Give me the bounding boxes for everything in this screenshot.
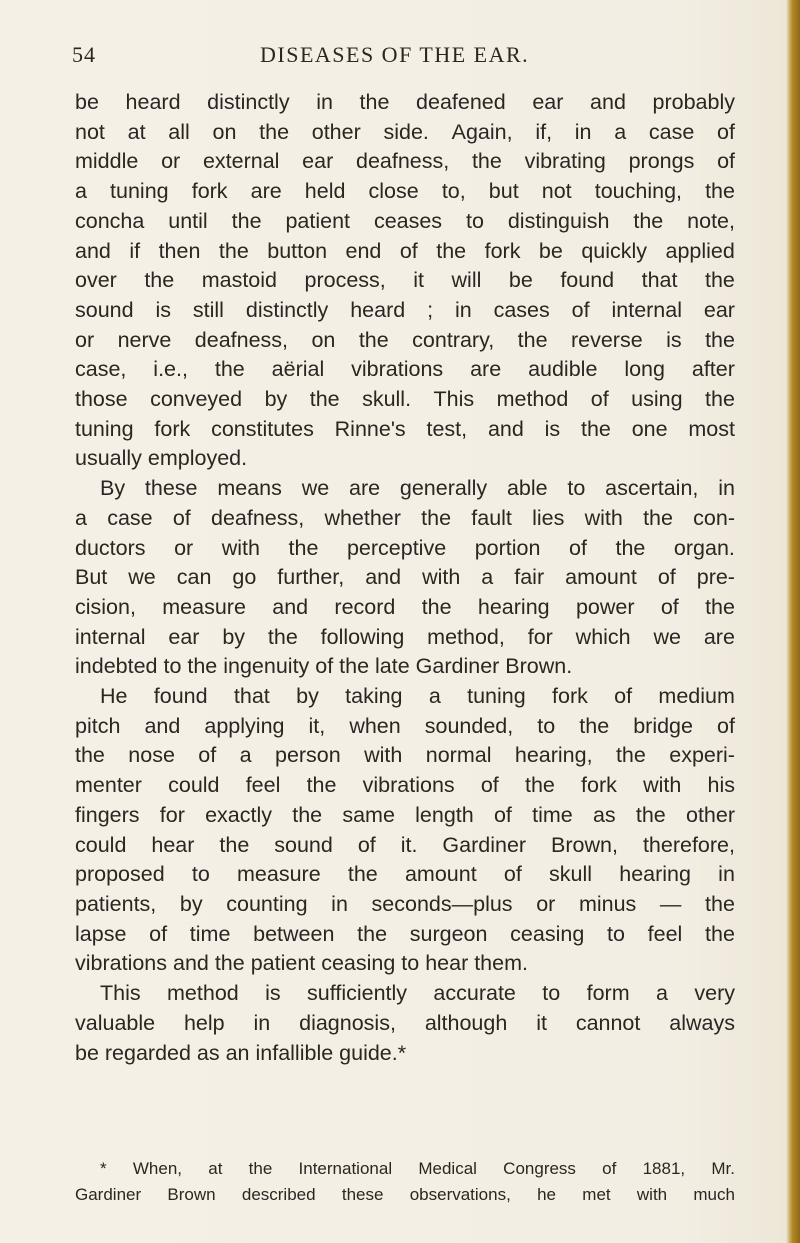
text-line: indebted to the ingenuity of the late Gardiner Brown. xyxy=(75,654,573,679)
text-line: pitch and applying it, when sounded, to the bridge of xyxy=(75,713,735,738)
text-line: case, i.e., the aërial vibrations are audible long after xyxy=(75,357,735,382)
text-line: ductors or with the perceptive portion of the organ. xyxy=(75,535,735,560)
text-line: fingers for exactly the same length of time as the other xyxy=(75,802,735,827)
text-line: be heard distinctly in the deafened ear and probably xyxy=(75,90,735,114)
text-line: proposed to measure the amount of skull hearing in xyxy=(75,862,735,887)
text-line: internal ear by the following method, for which we are xyxy=(75,624,735,649)
text-line: lapse of time between the surgeon ceasing to feel the xyxy=(75,921,735,946)
text-line: By these means we are generally able to ascertain, in xyxy=(100,476,735,501)
text-line: the nose of a person with normal hearing, the experi- xyxy=(75,743,735,768)
text-line: or nerve deafness, on the contrary, the reverse is the xyxy=(75,327,735,352)
text-line: middle or external ear deafness, the vibrating prongs of xyxy=(75,149,735,174)
text-line: those conveyed by the skull. This method of using the xyxy=(75,387,735,412)
text-line: tuning fork constitutes Rinne's test, and is the one most xyxy=(75,416,735,441)
chapter-title: DISEASES OF THE EAR. xyxy=(260,42,530,67)
text-line: a case of deafness, whether the fault lies with the con- xyxy=(75,505,735,530)
footnote xyxy=(75,1156,735,1208)
text-line: could hear the sound of it. Gardiner Brown, therefore, xyxy=(75,832,735,857)
running-head xyxy=(72,42,742,72)
page-edge-binding xyxy=(786,0,800,1243)
text-line: This method is sufficiently accurate to form a very xyxy=(100,981,735,1006)
text-line: valuable help in diagnosis, although it cannot always xyxy=(75,1010,735,1035)
text-line: and if then the button end of the fork be quickly applied xyxy=(75,238,735,263)
page-number: 54 xyxy=(72,42,96,67)
text-line: patients, by counting in seconds—plus or minus — the xyxy=(75,891,735,916)
footnote-line: * When, at the International Medical Congress of 1881, Mr. xyxy=(100,1159,735,1178)
text-line: usually employed. xyxy=(75,446,248,471)
text-line: concha until the patient ceases to distinguish the note, xyxy=(75,208,735,233)
text-line: But we can go further, and with a fair amount of pre- xyxy=(75,565,735,590)
text-line: not at all on the other side. Again, if, in a case of xyxy=(75,119,735,144)
footnote-line: Gardiner Brown described these observations, he met with much xyxy=(75,1185,735,1204)
text-line: be regarded as an infallible guide.* xyxy=(75,1040,407,1065)
text-line: menter could feel the vibrations of the fork with his xyxy=(75,773,735,798)
text-line: vibrations and the patient ceasing to hear them. xyxy=(75,951,528,976)
text-line: cision, measure and record the hearing power of the xyxy=(75,594,735,619)
text-line: a tuning fork are held close to, but not touching, the xyxy=(75,179,735,204)
text-line: He found that by taking a tuning fork of medium xyxy=(100,684,735,709)
text-line: over the mastoid process, it will be found that the xyxy=(75,268,735,293)
body-text xyxy=(75,88,735,1068)
text-line: sound is still distinctly heard ; in cases of internal ear xyxy=(75,297,735,322)
